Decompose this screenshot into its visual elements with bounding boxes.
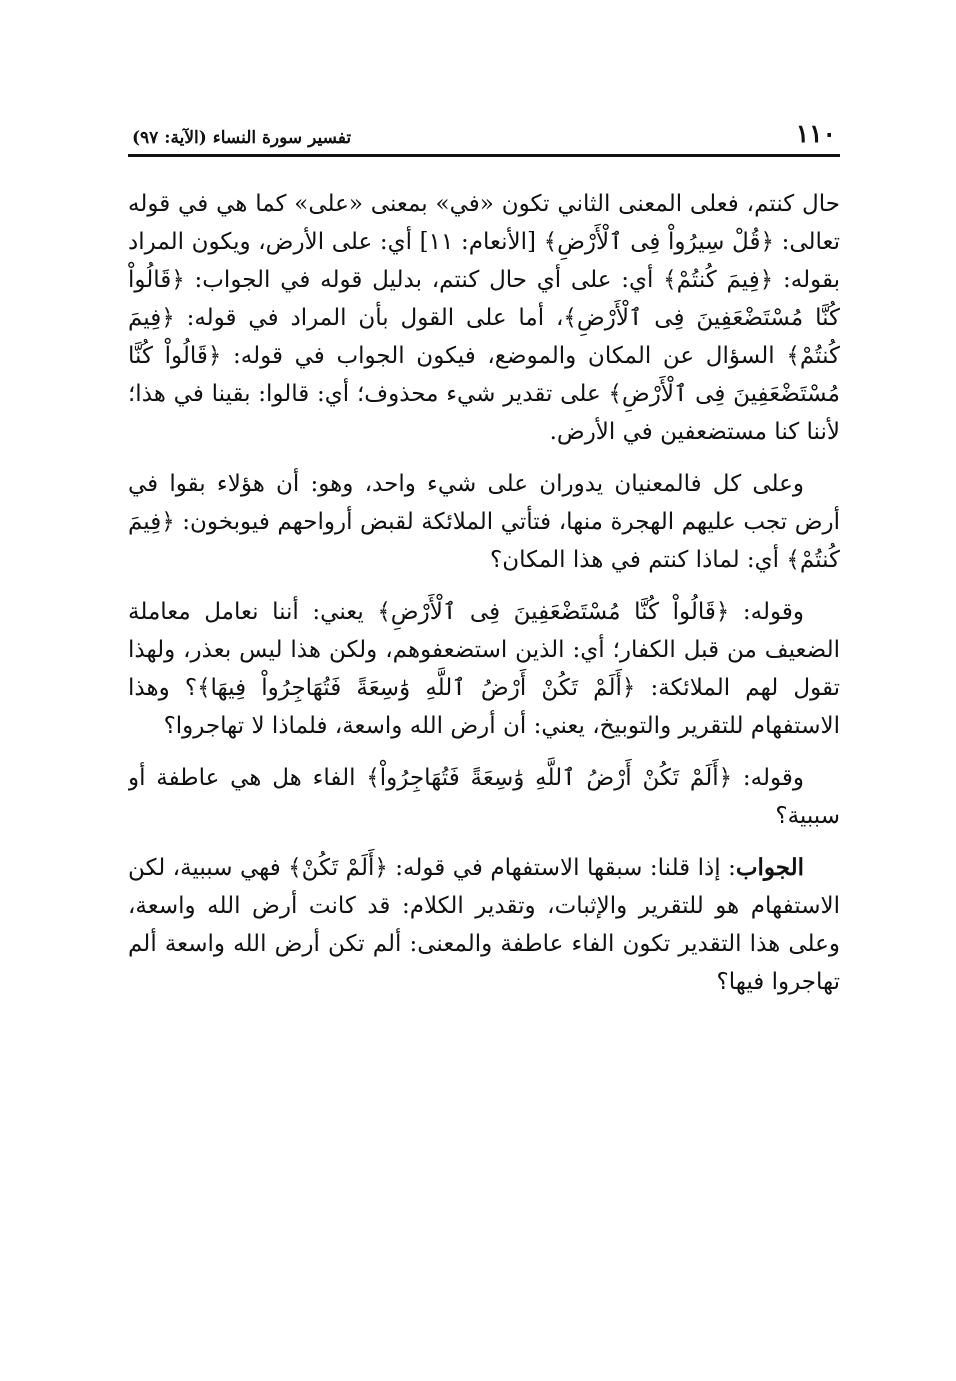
paragraph-text: وقوله: ﴿قَالُواْ كُنَّا مُسْتَضْعَفِينَ فِى ٱلْأَرْضِ﴾ يعني: أننا نعامل معاملة الضعيف من قبل الكفار؛ أي: الذين استضعفوهم، ولكن هذا ليس بعذر، ولهذا تقول لهم الملائكة: ﴿أَلَمْ تَكُنْ أَرْضُ ٱللَّهِ وَٰسِعَةً فَتُهَاجِرُواْ فِيهَا﴾؟ وهذا الاستفهام للتقرير والتوبيخ، يعني: أن أرض الله واسعة، فلماذا لا تهاجروا؟ [128,599,840,739]
paragraph-5 [128,849,840,1001]
paragraph-text: وقوله: ﴿أَلَمْ تَكُنْ أَرْضُ ٱللَّهِ وَٰسِعَةً فَتُهَاجِرُواْ﴾ الفاء هل هي عاطفة أو سببية؟ [128,765,840,829]
paragraph-2 [128,465,840,579]
paragraph-3 [128,593,840,745]
running-header [128,108,840,157]
paragraph-1 [128,185,840,451]
paragraph-text: حال كنتم، فعلى المعنى الثاني تكون «في» بمعنى «على» كما هي في قوله تعالى: ﴿قُلْ سِيرُواْ فِى ٱلْأَرْضِ﴾ [الأنعام: ١١] أي: على الأرض، ويكون المراد بقوله: ﴿فِيمَ كُنتُمْ﴾ أي: على أي حال كنتم، بدليل قوله في الجواب: ﴿قَالُواْ كُنَّا مُسْتَضْعَفِينَ فِى ٱلْأَرْضِ﴾، أما على القول بأن المراد في قوله: ﴿فِيمَ كُنتُمْ﴾ السؤال عن المكان والموضع، فيكون الجواب في قوله: ﴿قَالُواْ كُنَّا مُسْتَضْعَفِينَ فِى ٱلْأَرْضِ﴾ على تقدير شيء محذوف؛ أي: قالوا: بقينا في هذا؛ لأننا كنا مستضعفين في الأرض. [128,191,840,445]
paragraph-4 [128,759,840,835]
paragraph-text: : إذا قلنا: سبقها الاستفهام في قوله: ﴿أَلَمْ تَكُنْ﴾ فهي سببية، لكن الاستفهام هو للتقرير والإثبات، وتقدير الكلام: قد كانت أرض الله واسعة، وعلى هذا التقدير تكون الفاء عاطفة والمعنى: ألم تكن أرض الله واسعة ألم تهاجروا فيها؟ [128,855,840,995]
paragraph-text: وعلى كل فالمعنيان يدوران على شيء واحد، وهو: أن هؤلاء بقوا في أرض تجب عليهم الهجرة منها، فتأتي الملائكة لقبض أرواحهم فيوبخون: ﴿فِيمَ كُنتُمْ﴾ أي: لماذا كنتم في هذا المكان؟ [128,471,840,573]
answer-label: الجواب [735,854,804,881]
page-number: ١١٠ [795,119,836,148]
book-page [128,108,840,1348]
header-title: تفسير سورة النساء (الآية: ٩٧) [132,128,352,148]
body-text [128,185,840,1001]
